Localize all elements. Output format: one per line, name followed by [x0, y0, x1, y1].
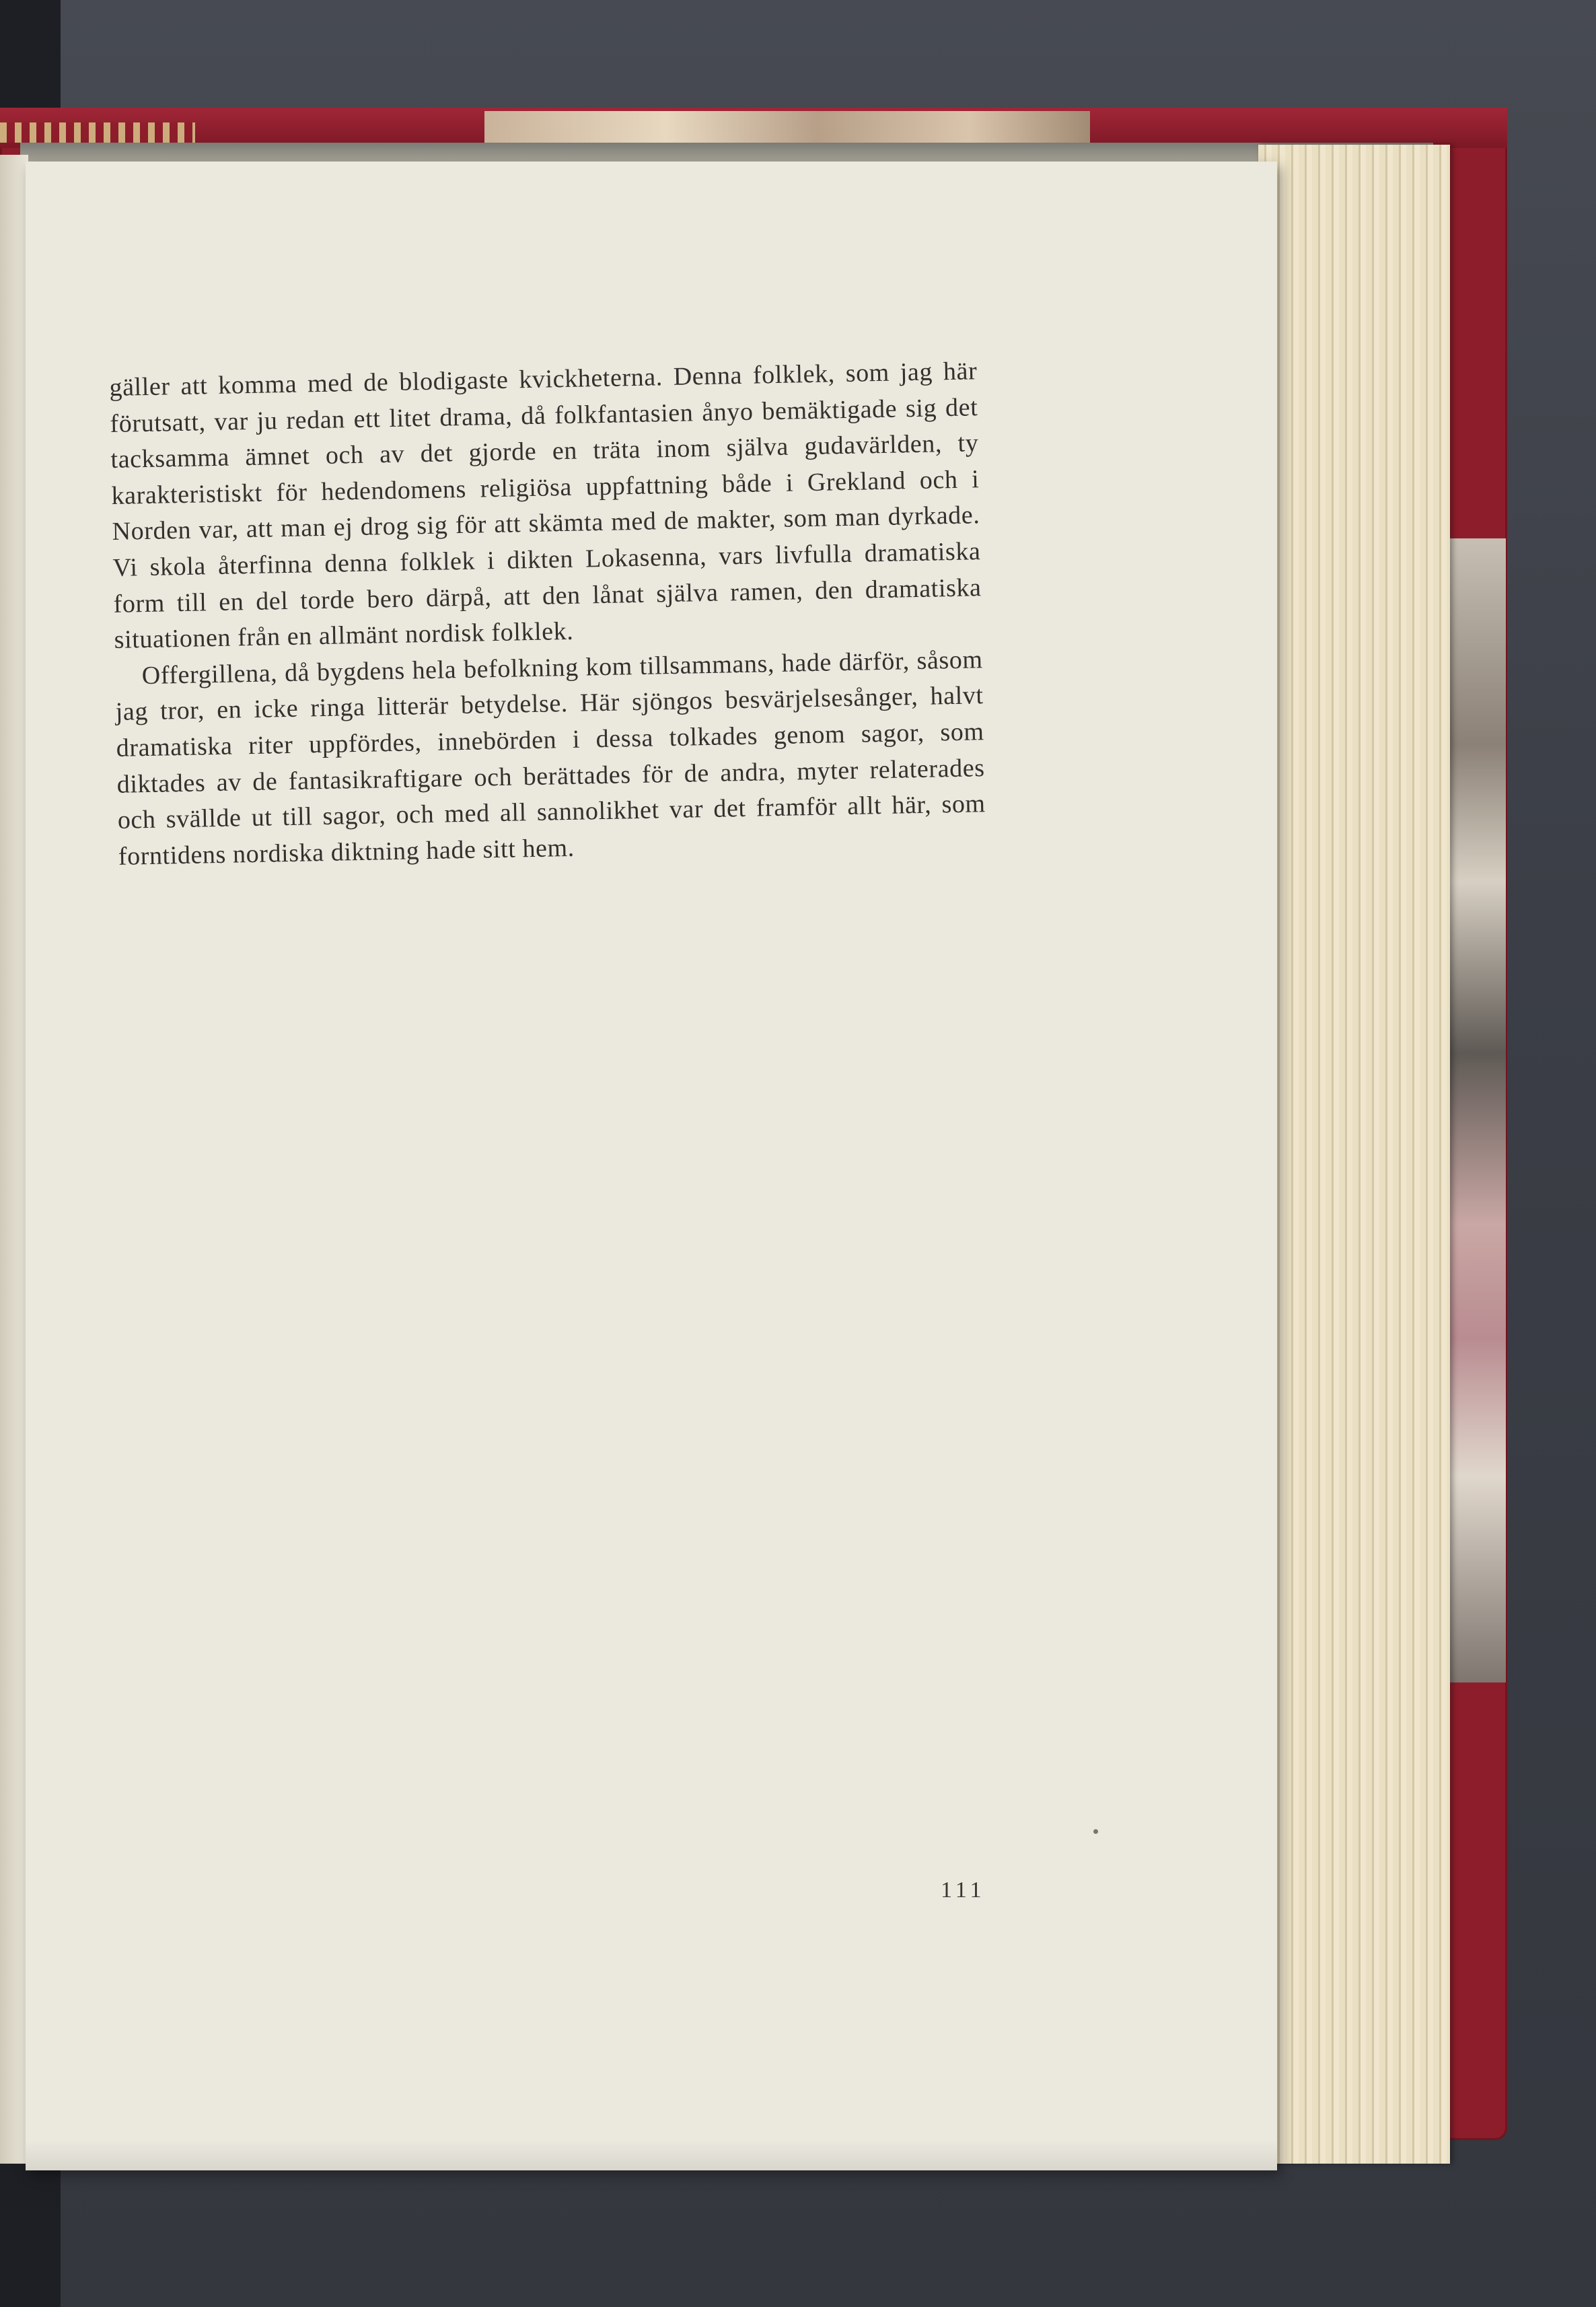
page-shadow [26, 2140, 1277, 2170]
paper-speck [1093, 1829, 1098, 1834]
gilt-edge-decoration [0, 122, 195, 143]
page-block-edges [1258, 145, 1450, 2164]
body-text [109, 353, 986, 875]
paragraph-2: Offergillena, då bygdens hela befolkning kom tillsammans, hade därför, såsom jag tror, en icke ringa litterär betydelse. Här sjöngos besvärjelsesånger, halvt dramatiska riter uppfördes, innebörden i dessa tolkades genom sagor, som diktades av de fantasikraftigare och berättades för de andra, myter relaterades och svällde ut till sagor, och med all sannolikhet var det framför allt här, som forntidens nordiska diktning hade sitt hem. [115, 645, 986, 871]
left-page-fold [0, 155, 28, 2164]
marbled-cover-side [1447, 538, 1506, 1682]
page-number: 111 [941, 1878, 986, 1903]
paragraph-1: gäller att komma med de blodigaste kvickheterna. Denna folklek, som jag här förutsatt, var ju redan ett litet drama, då folkfantasien ånyo bemäktigade sig det tacksamma ämnet och av det gjorde en träta inom själva gudavärlden, ty karakteristiskt för hedendomens religiösa uppfattning både i Grekland och i Norden var, att man ej drog sig för att skämta med de makter, som man dyrkade. Vi skola återfinna denna folklek i dikten Lokasenna, vars livfulla dramatiska form till en del torde bero därpå, att den lånat själva ramen, den dramatiska situationen från en allmänt nordisk folklek. [109, 357, 982, 655]
